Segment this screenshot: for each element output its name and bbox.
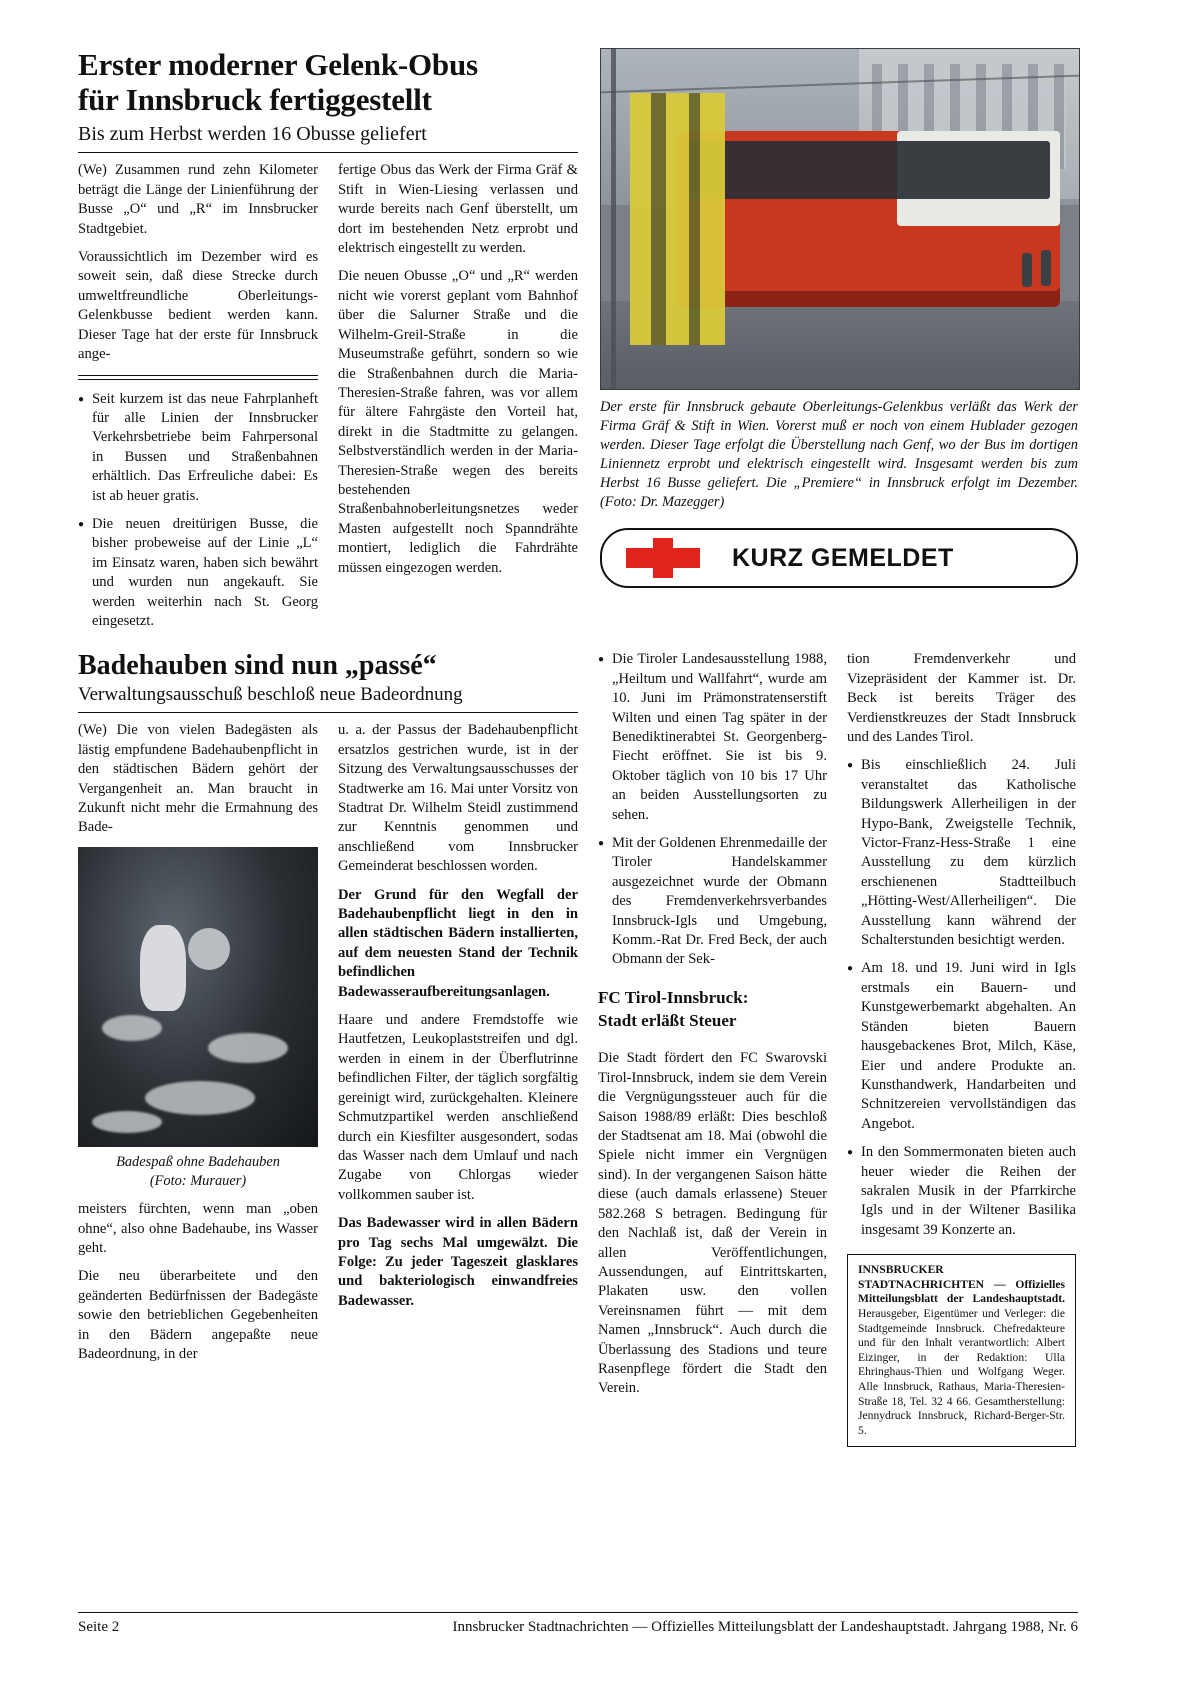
- right-column-lower: [598, 650, 1076, 1447]
- page-title: [78, 48, 578, 117]
- photo-splash: [145, 1081, 255, 1115]
- column-1: [78, 721, 318, 1373]
- imprint-lead: INNSBRUCKER STADTNACHRICHTEN — Offizielles Mitteilungsblatt der Landeshauptstadt.: [858, 1263, 1065, 1306]
- article-title-line1: Erster moderner Gelenk-Obus: [78, 47, 478, 82]
- kg-column-left: [598, 650, 827, 1447]
- banner-title: KURZ GEMELDET: [732, 543, 954, 572]
- photo-forklift: [630, 93, 726, 345]
- paragraph-bold: Das Badewasser wird in allen Bädern pro Tag sechs Mal umgewälzt. Die Folge: Zu jeder Tageszeit glasklares und bakteriologisch einwandfreies Badewasser.: [338, 1215, 578, 1309]
- paragraph: u. a. der Passus der Badehaubenpflicht ersatzlos gestrichen wurde, ist in der Sitzung des Verwaltungsausschusses der Stadtwerke am 16. Mai unter Vorsitz von Stadtrat Dr. Wilhelm Steidl zustimmend zur Kenntnis genommen und anschließend vom Innsbrucker Gemeinderat beschlossen worden.: [338, 722, 578, 875]
- bullet-item: ● Am 18. und 19. Juni wird in Igls erstmals ein Bauern- und Kunstgewerbemarkt abgehalten. An Ständen bieten Bauern hausgebackenes Brot, Milch, Käse, Eier und andere Produkte an. Kunsthandwerk, Handarbeiten und Schnitzereien vervollständigen das Angebot.: [847, 959, 1076, 1134]
- bullet-item: ● In den Sommermonaten bieten auch heuer wieder die Reihen der sakralen Musik in der Pfarrkirche Igls und in der Wiltener Basilika insgesamt 39 Konzerte an.: [847, 1143, 1076, 1240]
- bullet-item: ● Seit kurzem ist das neue Fahrplanheft für alle Linien der Innsbrucker Verkehrsbetriebe beim Fahrpersonal in Bussen und Straßenbahnen erhältlich. Das Erfreuliche dabei: Es ist ab heuer gratis.: [78, 390, 318, 506]
- paragraph: (We) Zusammen rund zehn Kilometer beträgt die Länge der Linienführung der Busse „O“ und „R“ im Innsbrucker Stadtgebiet.: [78, 162, 318, 237]
- photo-splash: [208, 1033, 288, 1063]
- paragraph: Haare und andere Fremdstoffe wie Hautfetzen, Leukoplaststreifen und dgl. werden in einem in der Überflutrinne befindlichen Filter, der täglich sorgfältig gereinigt wird, zurückgehalten. Kleinere Schmutzpartikel werden anschließend durch ein Kiesfilter ausgesondert, sodas das Wasser nach dem Umlauf und nach Zugabe von Chlorgas wieder vollkommen sauber ist.: [338, 1012, 578, 1203]
- column-2: [338, 161, 578, 640]
- column-1: [78, 161, 318, 640]
- bullet-item: ● Die Tiroler Landesausstellung 1988, „Heiltum und Wallfahrt“, wurde am 10. Juni im Prämonstratenserstift Wilten und einen Tag später in der Benediktinerabtei St. Georgenberg-Fiecht eröffnet. Sie ist bis 9. Oktober täglich von 10 bis 17 Uhr an beiden Ausstellungsorten zu sehen.: [598, 650, 827, 825]
- photo-caption: Der erste für Innsbruck gebaute Oberleitungs-Gelenkbus verläßt das Werk der Firma Gräf & Stift in Wien. Vorerst muß er noch von einem Hublader gezogen werden. Dieser Tage erfolgt die Überstellung nach Genf, wo der Bus im dortigen Liniennetz erprobt und elektrisch eingestellt wird. Insgesamt werden bis zum Herbst 16 Busse geliefert. Die „Premiere“ in Innsbruck erfolgt im Dezember. (Foto: Dr. Mazegger): [600, 399, 1078, 511]
- top-section: [78, 48, 1078, 640]
- article-subtitle: Bis zum Herbst werden 16 Obusse geliefert: [78, 123, 427, 146]
- photo2-caption-line2: (Foto: Murauer): [149, 1172, 247, 1189]
- article-columns: [78, 161, 578, 640]
- imprint-text: Herausgeber, Eigentümer und Verleger: die Stadtgemeinde Innsbruck. Chefredakteure und für den Inhalt verantwortlich: Albert Eizinger, in der Redaktion: Ulla Ehringhaus-Thien und Wolfgang Weger. Alle Innsbruck, Rathaus, Maria-Theresien-Straße 18, Tel. 32 4 66. Gesamtherstellung: Jennydruck Innsbruck, Richard-Berger-Str. 5.: [858, 1306, 1065, 1437]
- bullet-item: ● Mit der Goldenen Ehrenmedaille der Tiroler Handelskammer ausgezeichnet wurde der Obmann des Fremdenverkehrsverbandes Innsbruck-Igls und Umgebung, Komm.-Rat Dr. Fred Beck, der auch Obmann der Sek-: [598, 834, 827, 970]
- footer-text: Innsbrucker Stadtnachrichten — Offizielles Mitteilungsblatt der Landeshauptstadt. Jahrgang 1988, Nr. 6: [452, 1619, 1078, 1635]
- photo-head: [188, 928, 230, 970]
- red-cross-icon: [626, 538, 700, 578]
- page-content: [78, 48, 1078, 1447]
- article3-title: [598, 987, 827, 1032]
- paragraph: Die Stadt fördert den FC Swarovski Tirol-Innsbruck, indem sie dem Verein die Vergnügungssteuer auch für die Saison 1988/89 erläßt: Dies beschloß der Stadtsenat am 18. Mai (obwohl die Spiele nicht immer ein Vergnügen sind). In der vergangenen Saison hätte diese (auch damals erlassene) Steuer 582.268 S betragen. Bedingung für den Nachlaß ist, daß der Verein in allen Veröffentlichungen, Aussendungen, auf Eintrittskarten, Plakaten usw. den vollen Vereinsnamen führt — mit dem Namen „Innsbruck“. Auch durch die Überlassung des Stadions und teure Rasenpflege fördert die Stadt den Verein.: [598, 1050, 827, 1397]
- lower-section: [78, 650, 1078, 1447]
- article2-subtitle: Verwaltungsausschuß beschloß neue Badeordnung: [78, 684, 463, 706]
- kg-column-right: [847, 650, 1076, 1447]
- divider: [78, 712, 578, 713]
- photo-person: [1022, 253, 1032, 287]
- photo2-caption: [78, 1153, 318, 1190]
- footer-page-number: Seite 2: [78, 1619, 120, 1635]
- divider: [78, 375, 318, 380]
- bullet-item: ● Die neuen dreitürigen Busse, die bisher probeweise auf der Linie „L“ im Einsatz waren, haben sich bewährt und wurden nun angekauft. Sie werden weiterhin nach St. Georg eingesetzt.: [78, 515, 318, 631]
- column-2: [338, 721, 578, 1373]
- article-badehauben: [78, 650, 578, 1447]
- article-title-line2: für Innsbruck fertiggestellt: [78, 81, 432, 117]
- photo-trolleybus: [600, 48, 1080, 390]
- imprint-box: [847, 1254, 1076, 1447]
- photo-child-figure: [140, 925, 186, 1011]
- bullet-item: ● Bis einschließlich 24. Juli veranstaltet das Katholische Bildungswerk Allerheiligen in der Hypo-Bank, Zweigstelle Technik, Victor-Franz-Hess-Straße 1 eine Ausstellung zu dem kürzlich erschienenen Stadtteilbuch „Hötting-West/Allerheiligen“. Die Ausstellung kann während der Schalterstunden besichtigt werden.: [847, 756, 1076, 950]
- article2-columns: [78, 721, 578, 1373]
- article3-title-line1: FC Tirol-Innsbruck:: [598, 987, 749, 1007]
- right-column-top: [600, 48, 1078, 640]
- paragraph-bold: Der Grund für den Wegfall der Badehaubenpflicht liegt in den in allen städtischen Bädern installierten, auf dem neuesten Stand der Technik befindlichen Badewasseraufbereitungsanlagen.: [338, 886, 578, 1000]
- divider: [78, 152, 578, 153]
- photo-person: [1041, 250, 1051, 286]
- kurz-gemeldet-banner: [600, 528, 1078, 588]
- article2-title: Badehauben sind nun „passé“: [78, 650, 437, 682]
- photo2-caption-line1: Badespaß ohne Badehauben: [116, 1153, 280, 1170]
- paragraph: fertige Obus das Werk der Firma Gräf & Stift in Wien-Liesing verlassen und wurde bereits nach Genf überstellt, um dort im bestehenden Netz erprobt und elektrisch eingestellt zu werden.: [338, 162, 578, 257]
- photo-splash: [102, 1015, 162, 1041]
- banner-logo-wrap: [608, 532, 718, 584]
- paragraph: (We) Die von vielen Badegästen als lästig empfundene Badehaubenpflicht in den städtischen Bädern gehört der Vergangenheit an. Man braucht in Zukunft nicht mehr die Ermahnung des Bade-: [78, 722, 318, 836]
- page-footer: [78, 1612, 1078, 1636]
- paragraph: meisters fürchten, wenn man „oben ohne“, also ohne Badehaube, ins Wasser geht.: [78, 1201, 318, 1257]
- paragraph: Voraussichtlich im Dezember wird es soweit sein, daß diese Strecke durch umweltfreundliche Oberleitungs-Gelenkbusse bedient werden kann. Dieser Tage hat der erste für Innsbruck ange-: [78, 249, 318, 363]
- photo-pole: [611, 49, 616, 389]
- photo-bus-windows: [687, 141, 1050, 199]
- paragraph: Die neuen Obusse „O“ und „R“ werden nicht wie vorerst geplant vom Bahnhof über die Salurner Straße und die Wilhelm-Greil-Straße in die Museumstraße geführt, sondern so wie die Straßenbahnen durch die Maria-Theresien-Straße fahren, was vor allem für ältere Fahrgäste den Vorteil hat, direkt in die Stadtmitte zu gelangen. Selbstverständlich werden in der Maria-Theresien-Straße wegen des bereits bestehenden Straßenbahnoberleitungsnetzes weder Masten aufgestellt noch Spanndrähte montiert, lediglich die Fahrdrähte müssen eingezogen werden.: [338, 268, 578, 576]
- paragraph: Die neu überarbeitete und den geänderten Bedürfnissen der Badegäste sowie den betrieblichen Gegebenheiten in den Bädern angepaßte neue Badeordnung, in der: [78, 1268, 318, 1363]
- article-obus: [78, 48, 578, 640]
- paragraph: tion Fremdenverkehr und Vizepräsident der Kammer ist. Dr. Beck ist bereits Träger des Verdienstkreuzes der Stadt Innsbruck und des Landes Tirol.: [847, 651, 1076, 745]
- photo-splash: [92, 1111, 162, 1133]
- photo-swimming-pool: [78, 847, 318, 1147]
- article3-title-line2: Stadt erläßt Steuer: [598, 1010, 737, 1030]
- kurz-gemeldet-columns: [598, 650, 1076, 1447]
